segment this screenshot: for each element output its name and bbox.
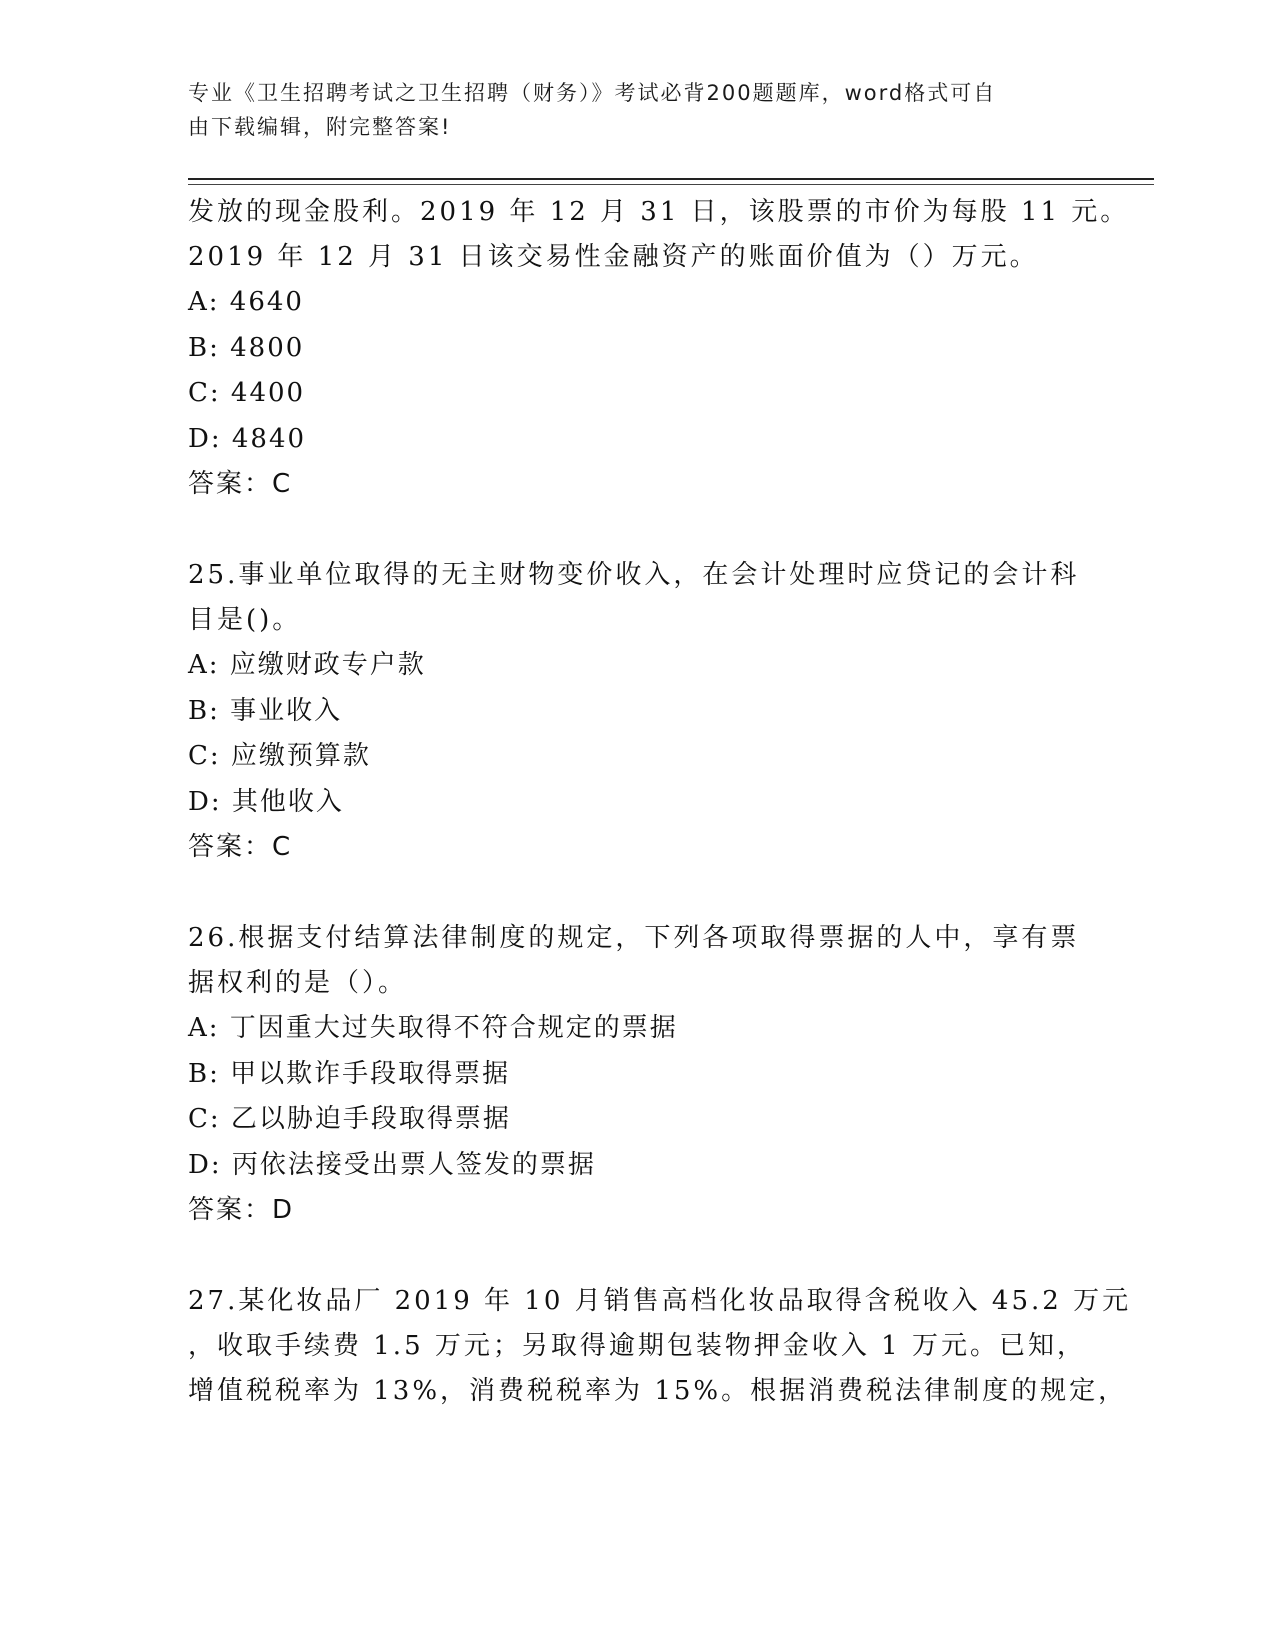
- option-a: A: 4640: [188, 287, 304, 317]
- answer-line: 答案：C: [188, 832, 293, 862]
- option-c: C: 应缴预算款: [188, 741, 371, 771]
- option-d: D: 4840: [188, 423, 307, 454]
- question-text-line: 26.根据支付结算法律制度的规定，下列各项取得票据的人中，享有票: [188, 923, 1080, 953]
- spacer: [188, 1233, 1088, 1279]
- question-text-line: 目是()。: [188, 605, 302, 635]
- spacer: [188, 507, 1088, 553]
- header-line-1: 专业《卫生招聘考试之卫生招聘（财务）》考试必背200题题库，word格式可自: [188, 81, 997, 105]
- question-text-line: 增值税税率为 13%，消费税税率为 15%。根据消费税法律制度的规定，: [188, 1376, 1128, 1406]
- question-24-continued: [188, 190, 1130, 507]
- question-26: [188, 916, 1088, 1233]
- question-25: [188, 553, 1088, 870]
- question-text-line: 2019 年 12 月 31 日该交易性金融资产的账面价值为（）万元。: [188, 242, 1039, 272]
- option-b: B: 事业收入: [188, 695, 343, 726]
- option-b: B: 甲以欺诈手段取得票据: [188, 1058, 511, 1089]
- option-c: C: 4400: [188, 378, 306, 408]
- option-a: A: 丁因重大过失取得不符合规定的票据: [188, 1013, 678, 1043]
- question-text-line: 27.某化妆品厂 2019 年 10 月销售高档化妆品取得含税收入 45.2 万元: [188, 1286, 1132, 1316]
- question-text-line: ，收取手续费 1.5 万元；另取得逾期包装物押金收入 1 万元。已知，: [188, 1331, 1086, 1361]
- header-divider-thick: [188, 178, 1154, 180]
- answer-line: 答案：C: [188, 469, 293, 499]
- option-d: D: 丙依法接受出票人签发的票据: [188, 1149, 596, 1180]
- header-divider-thin: [188, 184, 1154, 185]
- option-a: A: 应缴财政专户款: [188, 650, 426, 680]
- question-text-line: 发放的现金股利。2019 年 12 月 31 日，该股票的市价为每股 11 元。: [188, 197, 1130, 227]
- document-header: [188, 76, 1068, 144]
- option-c: C: 乙以胁迫手段取得票据: [188, 1104, 511, 1134]
- document-body: [188, 190, 1132, 1414]
- question-text-line: 25.事业单位取得的无主财物变价收入，在会计处理时应贷记的会计科: [188, 560, 1080, 590]
- option-b: B: 4800: [188, 332, 305, 363]
- answer-line: 答案：D: [188, 1195, 295, 1225]
- header-line-2: 由下载编辑，附完整答案!: [188, 115, 452, 139]
- question-text-line: 据权利的是（）。: [188, 968, 408, 998]
- option-d: D: 其他收入: [188, 786, 344, 817]
- spacer: [188, 870, 1088, 916]
- question-27: [188, 1279, 1132, 1414]
